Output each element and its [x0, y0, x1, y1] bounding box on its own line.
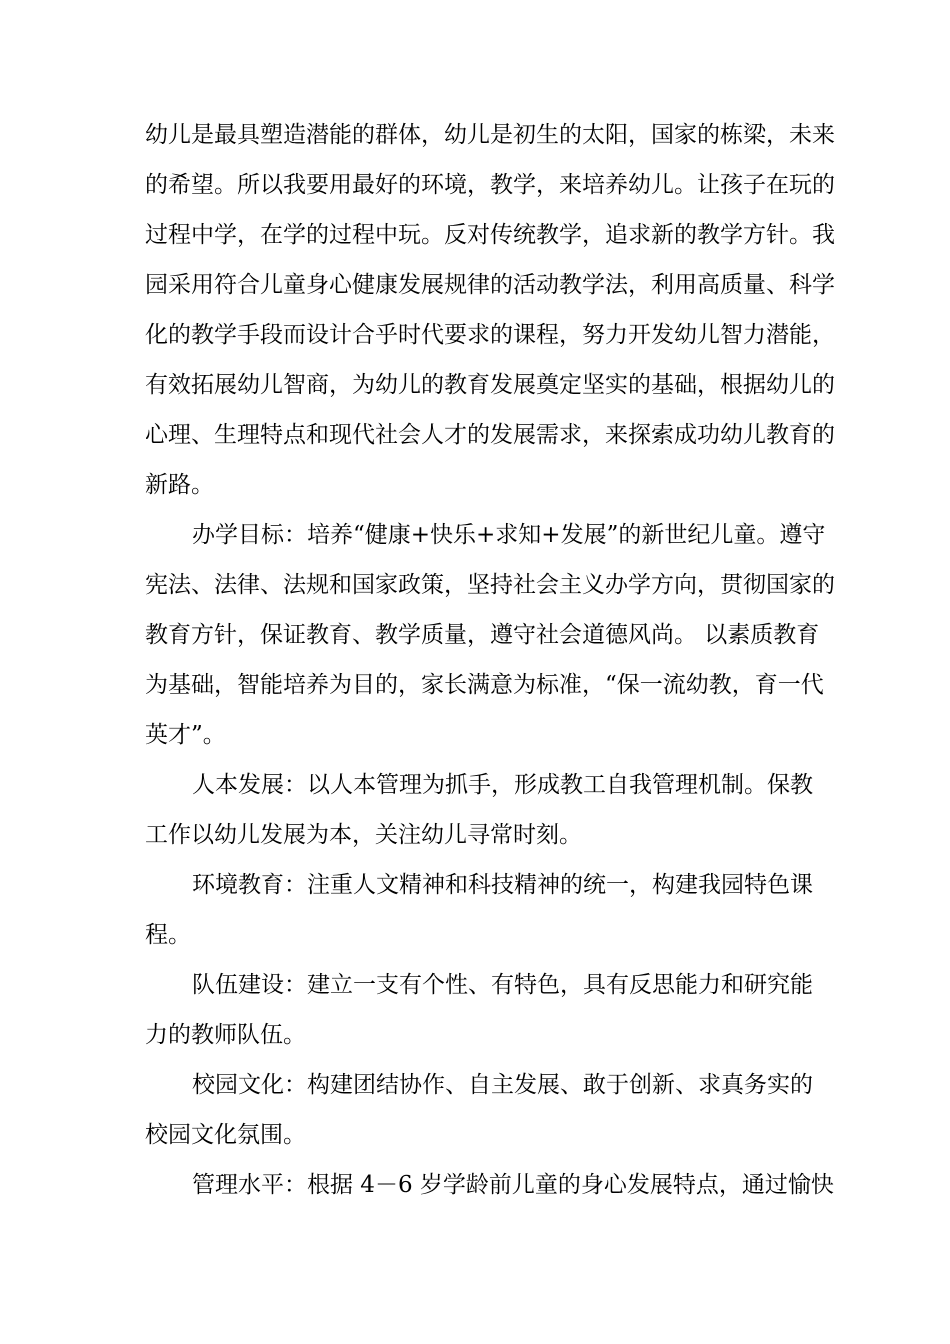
- paragraph-team-start: 队伍建设：建立一支有个性、有特色，具有反思能力和研究能: [192, 972, 813, 998]
- text-line: 园采用符合儿童身心健康发展规律的活动教学法，利用高质量、科学: [145, 272, 835, 298]
- text-line: 新路。: [145, 472, 214, 498]
- paragraph-management-start: 管理水平：根据 4－6 岁学龄前儿童的身心发展特点，通过愉快: [192, 1172, 834, 1198]
- paragraph-culture-start: 校园文化：构建团结协作、自主发展、敢于创新、求真务实的: [192, 1072, 813, 1098]
- text-line: 宪法、法律、法规和国家政策，坚持社会主义办学方向，贯彻国家的: [145, 572, 835, 598]
- text-line: 幼儿是最具塑造潜能的群体，幼儿是初生的太阳，国家的栋梁，未来: [145, 122, 835, 148]
- text-line: 过程中学，在学的过程中玩。反对传统教学，追求新的教学方针。我: [145, 222, 835, 248]
- text-line: 有效拓展幼儿智商，为幼儿的教育发展奠定坚实的基础，根据幼儿的: [145, 372, 835, 398]
- text-line: 化的教学手段而设计合乎时代要求的课程，努力开发幼儿智力潜能，: [145, 322, 835, 348]
- text-line: 校园文化氛围。: [145, 1122, 306, 1148]
- text-line: 力的教师队伍。: [145, 1022, 306, 1048]
- paragraph-environment-start: 环境教育：注重人文精神和科技精神的统一，构建我园特色课: [192, 872, 813, 898]
- text-line: 心理、生理特点和现代社会人才的发展需求，来探索成功幼儿教育的: [145, 422, 835, 448]
- paragraph-goal-start: 办学目标：培养“健康+快乐+求知+发展”的新世纪儿童。遵守: [192, 522, 826, 548]
- text-line: 工作以幼儿发展为本，关注幼儿寻常时刻。: [145, 822, 582, 848]
- text-line: 程。: [145, 922, 191, 948]
- text-line: 的希望。所以我要用最好的环境，教学，来培养幼儿。让孩子在玩的: [145, 172, 835, 198]
- paragraph-people-start: 人本发展：以人本管理为抓手，形成教工自我管理机制。保教: [192, 772, 813, 798]
- text-line: 教育方针，保证教育、教学质量，遵守社会道德风尚。 以素质教育: [145, 622, 820, 648]
- text-line: 英才”。: [145, 722, 226, 748]
- text-line: 为基础，智能培养为目的，家长满意为标准，“保一流幼教，育一代: [145, 672, 824, 698]
